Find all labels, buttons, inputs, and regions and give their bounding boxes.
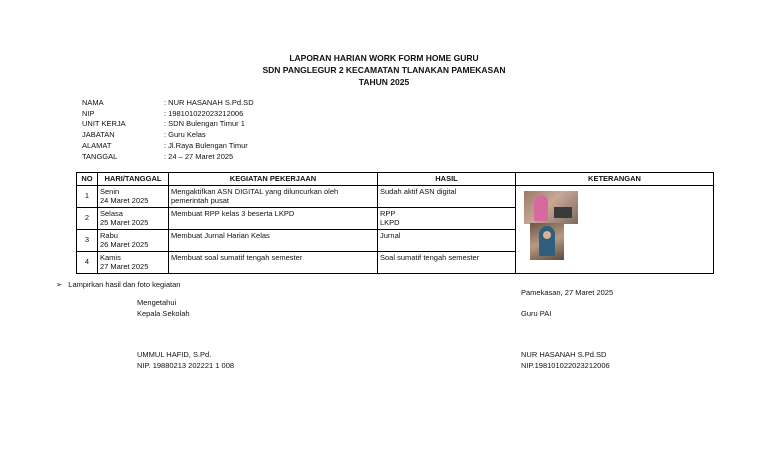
info-label: NIP (82, 108, 95, 118)
info-value: : 198101022023212006 (164, 108, 244, 118)
row-no: 2 (77, 207, 98, 229)
row-day: Kamis (100, 252, 121, 262)
teacher-name-block (521, 350, 610, 371)
row-day: Rabu (100, 230, 118, 240)
activity-table (76, 172, 714, 274)
activity-photo-1 (524, 191, 578, 224)
table-row (77, 185, 714, 207)
teacher-role: Guru PAI (521, 309, 552, 318)
row-hasil: Soal sumatif tengah semester (380, 252, 480, 262)
info-value: : 24 – 27 Maret 2025 (164, 151, 234, 161)
info-value: : Jl.Raya Bulengan Timur (164, 140, 248, 150)
info-row-nip (82, 109, 254, 120)
row-date: 24 Maret 2025 (100, 196, 149, 205)
principal-nip: NIP. 19880213 202221 1 008 (137, 360, 235, 370)
info-row-nama (82, 98, 254, 109)
header-hasil: HASIL (378, 173, 516, 186)
teacher-nip: NIP.198101022023212006 (521, 360, 610, 370)
row-date-cell (98, 251, 169, 273)
info-label: UNIT KERJA (82, 119, 126, 129)
table-header-row (77, 173, 714, 186)
row-day: Senin (100, 186, 120, 196)
info-value: : Guru Kelas (164, 130, 206, 140)
row-date: 26 Maret 2025 (100, 240, 149, 249)
row-hasil-cell (378, 229, 516, 251)
row-hasil-2: LKPD (380, 218, 400, 227)
teacher-place-date: Pamekasan, 27 Maret 2025 (521, 288, 614, 297)
face-shape (543, 231, 551, 239)
row-kegiatan: Membuat soal sumatif tengah semester (169, 251, 378, 273)
row-date: 27 Maret 2025 (100, 262, 149, 271)
row-hasil: RPP (380, 208, 396, 218)
info-value: : SDN Bulengan Timur 1 (164, 119, 245, 129)
row-hasil: Jurnal (380, 230, 401, 240)
row-no: 4 (77, 251, 98, 273)
row-hasil-cell (378, 251, 516, 273)
header-hari: HARI/TANGGAL (98, 173, 169, 186)
activity-photo-2 (530, 223, 564, 260)
row-date-cell (98, 185, 169, 207)
header-keterangan: KETERANGAN (516, 173, 714, 186)
info-row-alamat (82, 141, 254, 152)
report-title: LAPORAN HARIAN WORK FORM HOME GURU (289, 53, 479, 63)
info-row-jabatan (82, 130, 254, 141)
sign-knowing: Mengetahui (137, 298, 177, 307)
principal-name-block (137, 350, 234, 371)
row-no: 3 (77, 229, 98, 251)
info-row-unit-kerja (82, 119, 254, 130)
principal-sign-block (137, 298, 190, 319)
person-figure (534, 195, 548, 221)
row-day: Selasa (100, 208, 123, 218)
report-year: TAHUN 2025 (358, 77, 410, 87)
row-no: 1 (77, 185, 98, 207)
laptop-shape (554, 207, 572, 218)
row-kegiatan: Mengaktifkan ASN DIGITAL yang diluncurkan oleh pemerintah pusat (169, 185, 378, 207)
teacher-name: NUR HASANAH S.Pd.SD (521, 350, 607, 359)
row-hasil-cell (378, 185, 516, 207)
teacher-info (82, 98, 254, 162)
school-name: SDN PANGLEGUR 2 KECAMATAN TLANAKAN PAMEKASAN (262, 65, 506, 75)
row-kegiatan: Membuat RPP kelas 3 beserta LKPD (169, 207, 378, 229)
sign-role: Kepala Sekolah (137, 308, 190, 318)
attachment-note (56, 280, 180, 289)
row-date: 25 Maret 2025 (100, 218, 149, 227)
info-label: ALAMAT (82, 140, 112, 150)
row-hasil: Sudah aktif ASN digital (380, 186, 457, 196)
info-value: : NUR HASANAH S.Pd.SD (164, 98, 254, 107)
arrow-bullet-icon: ➢ (56, 280, 63, 289)
row-hasil-cell (378, 207, 516, 229)
note-text: Lampirkan hasil dan foto kegiatan (68, 280, 181, 289)
header-kegiatan: KEGIATAN PEKERJAAN (169, 173, 378, 186)
info-label: TANGGAL (82, 151, 118, 161)
row-kegiatan: Membuat Jurnal Harian Kelas (169, 229, 378, 251)
principal-name: UMMUL HAFID, S.Pd. (137, 350, 212, 359)
info-row-tanggal (82, 152, 254, 163)
info-label: NAMA (82, 98, 104, 107)
row-date-cell (98, 229, 169, 251)
info-label: JABATAN (82, 130, 115, 140)
row-date-cell (98, 207, 169, 229)
header-no: NO (77, 173, 98, 186)
